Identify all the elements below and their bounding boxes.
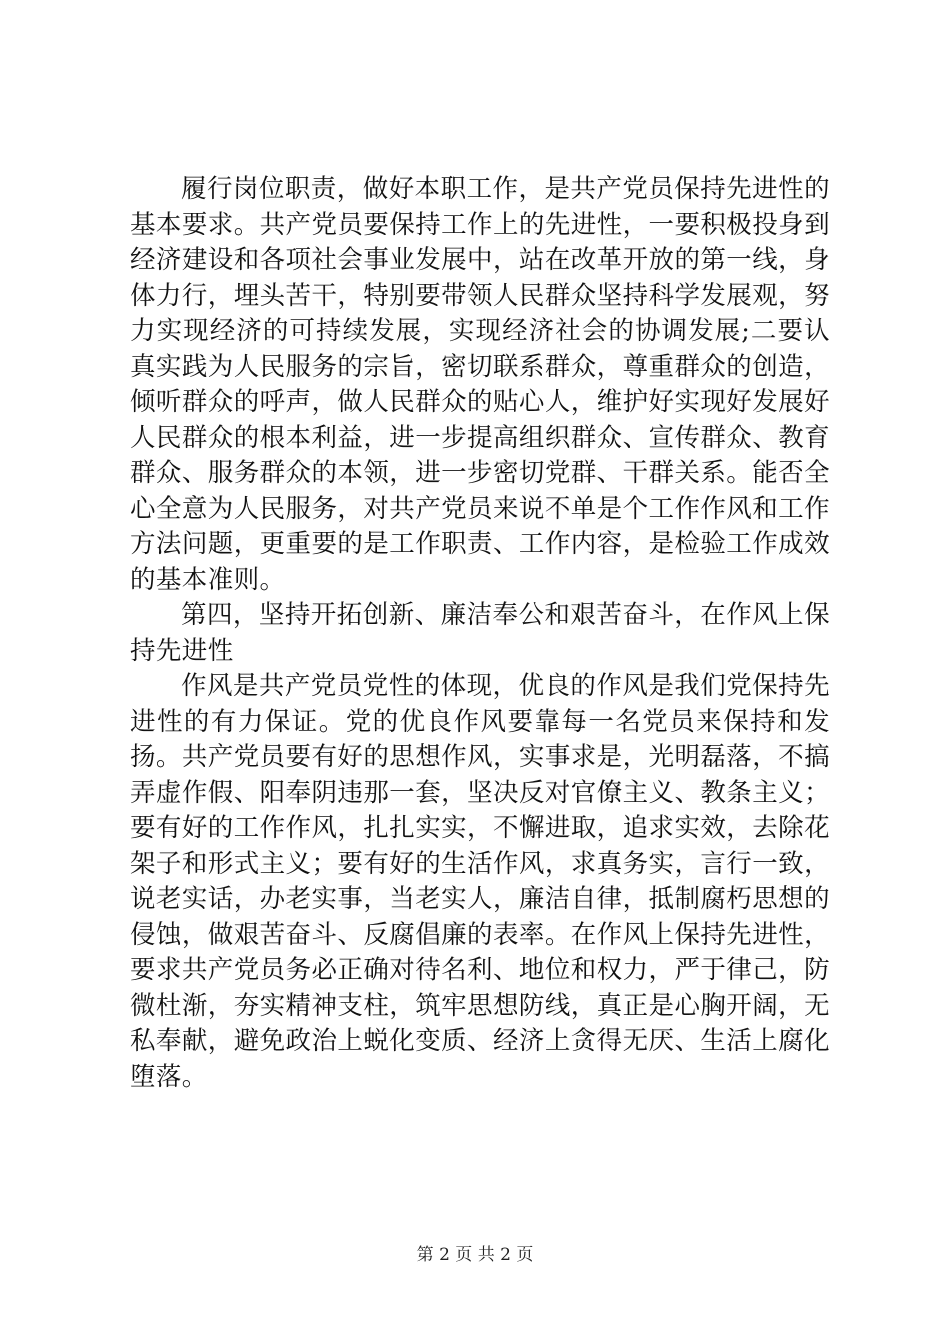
- section-heading-fourth: 第四，坚持开拓创新、廉洁奉公和艰苦奋斗，在作风上保持先进性: [130, 600, 830, 666]
- page-number-label: 第 2 页 共 2 页: [416, 1245, 534, 1265]
- paragraph-duty: 履行岗位职责，做好本职工作，是共产党员保持先进性的基本要求。共产党员要保持工作上的先进性，一要积极投身到经济建设和各项社会事业发展中，站在改革开放的第一线，身体力行，埋头苦干，特别要带领人民群众坚持科学发展观，努力实现经济的可持续发展，实现经济社会的协调发展;二要认真实践为人民服务的宗旨，密切联系群众，尊重群众的创造，倾听群众的呼声，做人民群众的贴心人，维护好实现好发展好人民群众的根本利益，进一步提高组织群众、宣传群众、教育群众、服务群众的本领，进一步密切党群、干群关系。能否全心全意为人民服务，对共产党员来说不单是个工作作风和工作方法问题，更重要的是工作职责、工作内容，是检验工作成效的基本准则。: [130, 174, 830, 595]
- paragraph-style: 作风是共产党员党性的体现，优良的作风是我们党保持先进性的有力保证。党的优良作风要靠每一名党员来保持和发扬。共产党员要有好的思想作风，实事求是，光明磊落，不搞弄虚作假、阳奉阴违那一套，坚决反对官僚主义、教条主义；要有好的工作作风，扎扎实实，不懈进取，追求实效，去除花架子和形式主义；要有好的生活作风，求真务实，言行一致，说老实话，办老实事，当老实人，廉洁自律，抵制腐朽思想的侵蚀，做艰苦奋斗、反腐倡廉的表率。在作风上保持先进性，要求共产党员务必正确对待名利、地位和权力，严于律己，防微杜渐，夯实精神支柱，筑牢思想防线，真正是心胸开阔，无私奉献，避免政治上蜕化变质、经济上贪得无厌、生活上腐化堕落。: [130, 671, 830, 1092]
- document-body: [130, 172, 830, 1095]
- page-footer: [0, 1245, 950, 1265]
